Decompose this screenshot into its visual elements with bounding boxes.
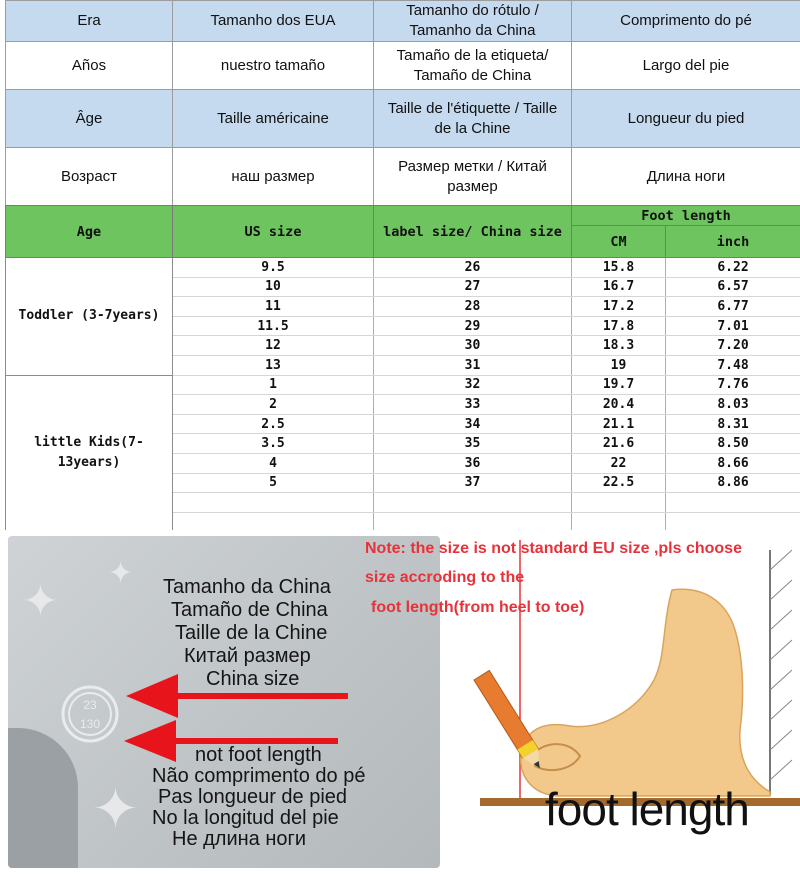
- label-size-cell: 36: [374, 453, 572, 473]
- inch-cell: 8.86: [666, 473, 800, 493]
- stamp-bottom-text: 130: [79, 717, 101, 731]
- cm-cell: 16.7: [572, 277, 666, 297]
- note-text: size accroding to the: [365, 569, 525, 586]
- us-size-cell: [173, 493, 374, 513]
- stamp-top-text: 23: [83, 698, 97, 712]
- label-size-cell: 26: [374, 258, 572, 278]
- photo-area: [0, 530, 800, 875]
- star-icon: ✦: [22, 577, 59, 626]
- size-row: [6, 375, 800, 395]
- header-cell: Âge: [6, 90, 173, 148]
- header-cell: наш размер: [173, 148, 374, 207]
- inch-cell: [666, 493, 800, 513]
- header-cell: Длина ноги: [572, 148, 800, 207]
- age-header: Age: [6, 206, 173, 258]
- inch-cell: 8.66: [666, 453, 800, 473]
- header-cell: Tamaño de la etiqueta/ Tamaño de China: [374, 42, 572, 90]
- cm-cell: 17.8: [572, 316, 666, 336]
- not-foot-length-label: Не длина ноги: [172, 828, 306, 850]
- us-size-cell: 5: [173, 473, 374, 493]
- label-size-cell: 34: [374, 414, 572, 434]
- cm-cell: 15.8: [572, 258, 666, 278]
- star-icon: ✦: [92, 777, 139, 840]
- age-group-cell: Toddler (3-7years): [6, 258, 173, 376]
- inch-cell: 7.20: [666, 336, 800, 356]
- size-stamp-icon: [63, 687, 117, 741]
- header-row-spanish: [6, 42, 800, 90]
- language-header-table: [5, 0, 800, 207]
- not-foot-length-label: No la longitud del pie: [152, 807, 339, 829]
- china-size-label: Tamanho da China: [163, 576, 331, 598]
- china-size-label: Tamaño de China: [171, 599, 328, 621]
- inch-cell: 7.48: [666, 355, 800, 375]
- cm-cell: 21.6: [572, 434, 666, 454]
- header-cell: Largo del pie: [572, 42, 800, 90]
- header-cell: Comprimento do pé: [572, 1, 800, 42]
- china-size-label: Китай размер: [184, 645, 311, 667]
- label-size-cell: 29: [374, 316, 572, 336]
- header-cell: Tamanho do rótulo / Tamanho da China: [374, 1, 572, 42]
- us-size-cell: 13: [173, 355, 374, 375]
- pencil-icon: [474, 670, 548, 773]
- not-foot-length-label: not foot length: [195, 744, 322, 766]
- cm-cell: [572, 493, 666, 513]
- size-chart-table: [5, 205, 800, 532]
- cm-cell: 22.5: [572, 473, 666, 493]
- cm-cell: 17.2: [572, 297, 666, 317]
- inch-header: inch: [666, 226, 800, 258]
- label-size-cell: 35: [374, 434, 572, 454]
- header-row-portuguese: [6, 1, 800, 42]
- us-size-cell: 12: [173, 336, 374, 356]
- inch-cell: 6.77: [666, 297, 800, 317]
- header-cell: Taille de l'étiquette / Taille de la Chine: [374, 90, 572, 148]
- cm-cell: 21.1: [572, 414, 666, 434]
- header-cell: Tamanho dos EUA: [173, 1, 374, 42]
- label-size-cell: 33: [374, 395, 572, 415]
- header-cell: Longueur du pied: [572, 90, 800, 148]
- header-cell: nuestro tamaño: [173, 42, 374, 90]
- label-size-cell: 28: [374, 297, 572, 317]
- us-size-cell: 11: [173, 297, 374, 317]
- us-size-cell: 11.5: [173, 316, 374, 336]
- us-size-cell: 2.5: [173, 414, 374, 434]
- label-size-cell: 27: [374, 277, 572, 297]
- header-cell: Era: [6, 1, 173, 42]
- not-foot-length-label: Não comprimento do pé: [152, 765, 366, 787]
- inch-cell: [666, 512, 800, 532]
- header-row-russian: [6, 148, 800, 207]
- inch-cell: 6.57: [666, 277, 800, 297]
- cm-cell: [572, 512, 666, 532]
- inch-cell: 7.01: [666, 316, 800, 336]
- cm-cell: 19: [572, 355, 666, 375]
- age-group-cell: little Kids(7-13years): [6, 375, 173, 532]
- wall-hatching: [770, 550, 792, 780]
- header-cell: Размер метки / Китай размер: [374, 148, 572, 207]
- us-size-header: US size: [173, 206, 374, 258]
- header-cell: Años: [6, 42, 173, 90]
- us-size-cell: 4: [173, 453, 374, 473]
- size-row: [6, 258, 800, 278]
- inch-cell: 8.31: [666, 414, 800, 434]
- china-size-label: Taille de la Chine: [175, 622, 328, 644]
- note-text: Note: the size is not standard EU size ,pls choose: [365, 540, 742, 557]
- inch-cell: 8.03: [666, 395, 800, 415]
- label-size-cell: 31: [374, 355, 572, 375]
- foot-length-caption: foot length: [545, 783, 749, 835]
- cm-cell: 18.3: [572, 336, 666, 356]
- china-size-label: China size: [206, 668, 300, 690]
- label-size-cell: [374, 493, 572, 513]
- header-row-french: [6, 90, 800, 148]
- label-size-cell: [374, 512, 572, 532]
- cm-cell: 22: [572, 453, 666, 473]
- inch-cell: 6.22: [666, 258, 800, 278]
- foot-shape: [521, 589, 770, 796]
- cm-header: CM: [572, 226, 666, 258]
- foot-length-header: Foot length: [572, 206, 800, 226]
- header-cell: Taille américaine: [173, 90, 374, 148]
- us-size-cell: 9.5: [173, 258, 374, 278]
- label-size-cell: 30: [374, 336, 572, 356]
- us-size-cell: [173, 512, 374, 532]
- label-size-header: label size/ China size: [374, 206, 572, 258]
- us-size-cell: 3.5: [173, 434, 374, 454]
- note-text: foot length(from heel to toe): [371, 599, 585, 616]
- cm-cell: 20.4: [572, 395, 666, 415]
- us-size-cell: 1: [173, 375, 374, 395]
- label-size-cell: 37: [374, 473, 572, 493]
- inch-cell: 7.76: [666, 375, 800, 395]
- arrow-china-size-head: [126, 674, 178, 718]
- us-size-cell: 10: [173, 277, 374, 297]
- inch-cell: 8.50: [666, 434, 800, 454]
- label-size-cell: 32: [374, 375, 572, 395]
- header-cell: Возраст: [6, 148, 173, 207]
- us-size-cell: 2: [173, 395, 374, 415]
- arrow-not-foot-length-head: [124, 720, 176, 762]
- not-foot-length-label: Pas longueur de pied: [158, 786, 348, 808]
- star-icon: ✦: [108, 557, 134, 590]
- cm-cell: 19.7: [572, 375, 666, 395]
